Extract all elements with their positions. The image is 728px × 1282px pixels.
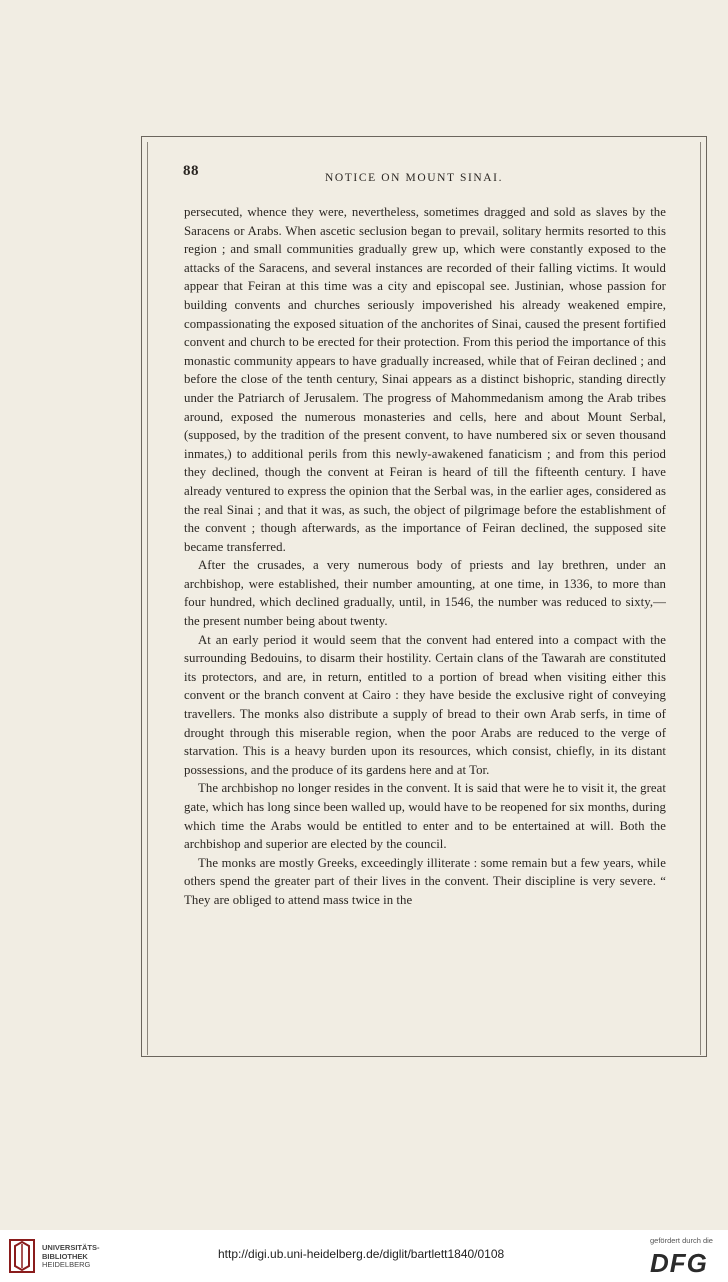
university-library-name[interactable]: UNIVERSITÄTS- BIBLIOTHEK HEIDELBERG — [42, 1243, 100, 1269]
university-library-logo-icon[interactable] — [8, 1238, 36, 1274]
paragraph-2: After the crusades, a very numerous body of priests and lay brethren, under an archbishop, were established, their number amounting, at one time, in 1336, to more than four hundred, which declined gradually, until, in 1546, the number was reduced to sixty,—the present number being about twenty. — [184, 558, 666, 629]
paragraph-4: The archbishop no longer resides in the convent. It is said that were he to visit it, the great gate, which has long since been walled up, would have to be reopened for six months, during which time the Arabs would be entitled to enter and to be entertained at will. Both the archbishop and superior are elected by the council. — [184, 781, 666, 852]
permalink-url[interactable]: http://digi.ub.uni-heidelberg.de/diglit/bartlett1840/0108 — [218, 1247, 505, 1261]
dfg-logo[interactable]: DFG — [650, 1248, 708, 1278]
viewer-footer — [0, 1230, 728, 1282]
body-text — [184, 203, 666, 910]
page-number: 88 — [183, 163, 199, 179]
running-head: NOTICE ON MOUNT SINAI. — [325, 172, 504, 184]
dfg-funding-note: gefördert durch die — [650, 1236, 713, 1245]
paragraph-5: The monks are mostly Greeks, exceedingly illiterate : some remain but a few years, while others spend the greater part of their lives in the convent. Their discipline is very severe. “ They are obliged to attend mass twice in the — [184, 855, 666, 907]
paragraph-3: At an early period it would seem that the convent had entered into a compact with the surrounding Bedouins, to disarm their hostility. Certain clans of the Tawarah are constituted its protectors, and are, in return, entitled to a portion of bread when visiting either this convent or the branch convent at Cairo : they have beside the exclusive right of conveying travellers. The monks also distribute a supply of bread to their own Arab serfs, in time of drought through this miserable region, when the poor Arabs are reduced to the verge of starvation. This is a heavy burden upon its resources, which consist, chiefly, in its distant possessions, and the produce of its gardens here and at Tor. — [184, 632, 666, 777]
paragraph-1: persecuted, whence they were, nevertheless, sometimes dragged and sold as slaves by the Saracens or Arabs. When ascetic seclusion began to prevail, solitary hermits resorted to this region ; and small communities gradually grew up, which were constantly exposed to the attacks of the Saracens, and several instances are recorded of their falling victims. It would appear that Feiran at this time was a city and episcopal see. Justinian, whose passion for building convents and churches seriously impoverished his already weakened empire, compassionating the exposed situation of the anchorites of Sinai, caused the present fortified convent and church to be erected for their protection. From this period the importance of this monastic community appears to have gradually increased, while that of Feiran declined ; and before the close of the tenth century, Sinai appears as a distinct bishopric, standing directly under the Patriarch of Jerusalem. The progress of Mahommedanism among the Arab tribes around, exposed the numerous monasteries and cells, here and about Mount Serbal, (supposed, by the tradition of the present convent, to have numbered six or seven thousand inmates,) to additional perils from this newly-awakened fanaticism ; and from this period they declined, though the convent at Feiran is heard of till the fifteenth century. I have already ventured to express the opinion that the Serbal was, in the earlier ages, considered as the real Sinai ; and that it was, as such, the object of pilgrimage before the establishment of the convent ; though afterwards, as the importance of Feiran declined, the supposed site became transferred. — [184, 205, 666, 554]
